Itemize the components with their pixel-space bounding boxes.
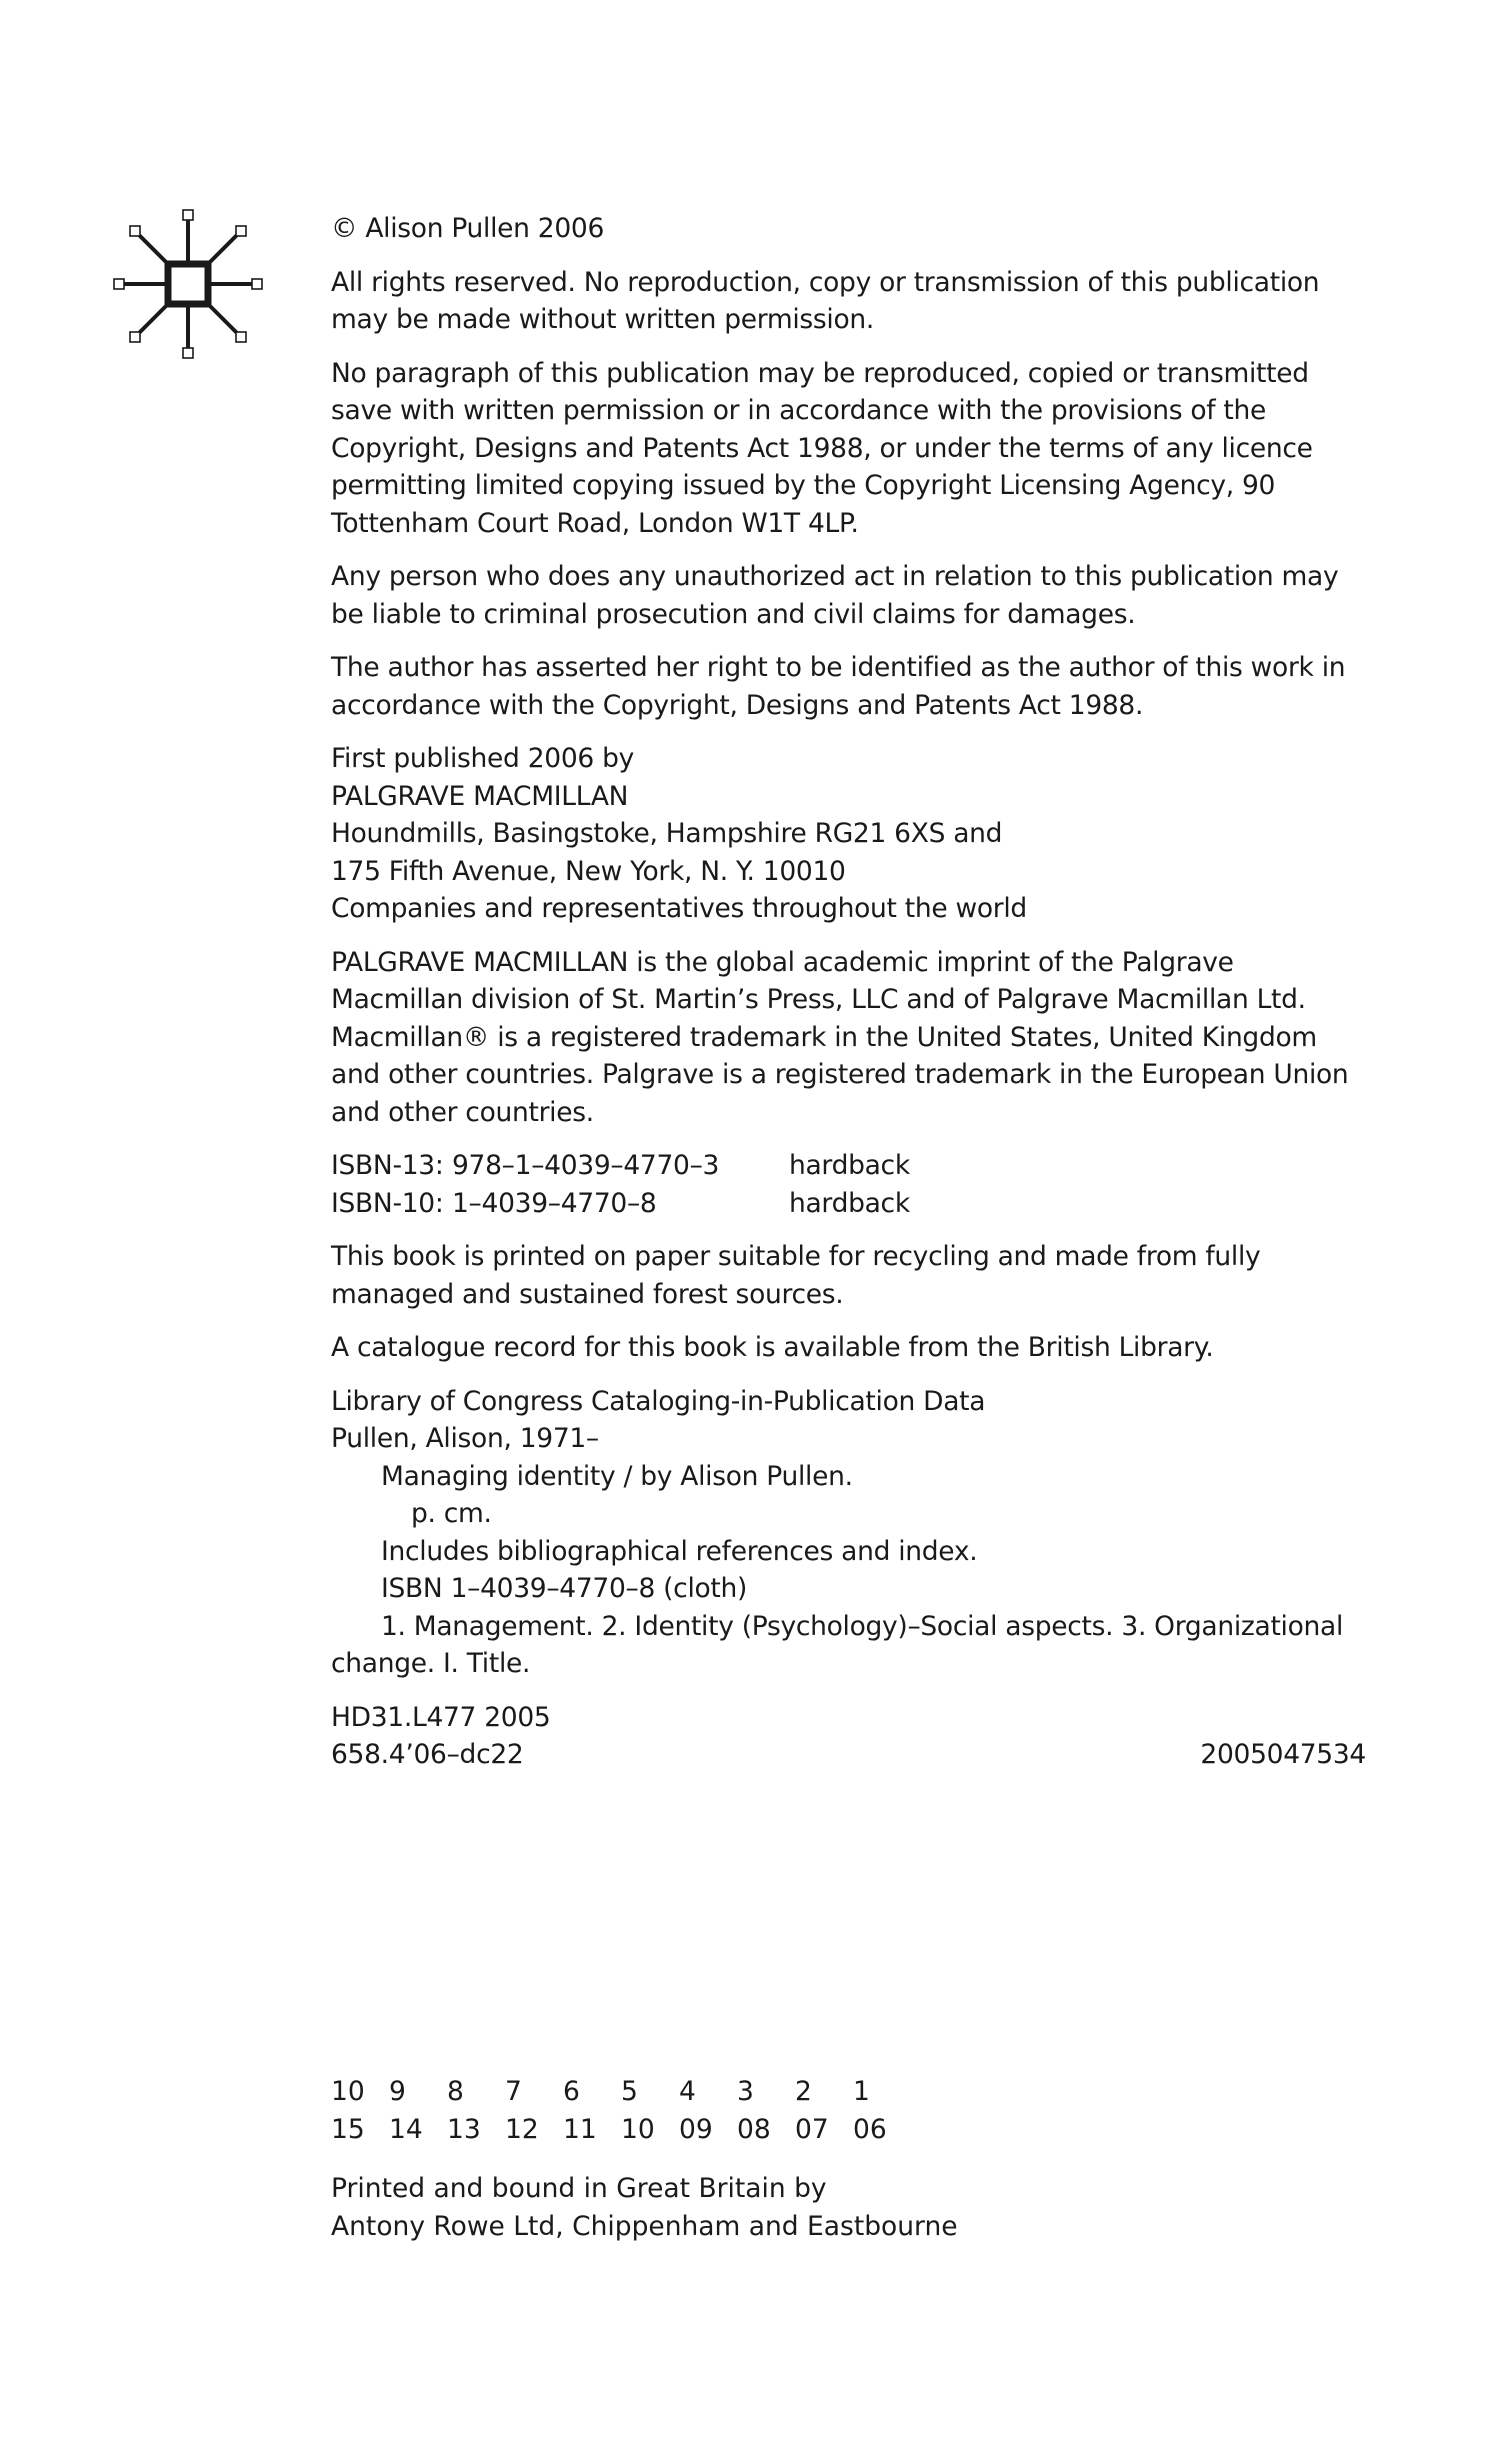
isbn-row bbox=[331, 1185, 1366, 1223]
year-number: 07 bbox=[795, 2113, 829, 2145]
impression-number: 4 bbox=[679, 2076, 696, 2107]
year-numbers bbox=[331, 2111, 911, 2149]
year-number: 12 bbox=[505, 2113, 539, 2145]
year-number: 11 bbox=[563, 2113, 597, 2145]
lccn: 2005047534 bbox=[1200, 1739, 1366, 1770]
impression-number: 9 bbox=[389, 2076, 406, 2107]
publisher-line: 175 Fifth Avenue, New York, N. Y. 10010 bbox=[331, 855, 846, 887]
liability-statement: Any person who does any unauthorized act in relation to this publication may be liable to criminal prosecution and civil claims for damages. bbox=[331, 561, 1339, 630]
reproduction-statement: No paragraph of this publication may be reproduced, copied or transmitted save with written permission or in accordance with the provisions of the Copyright, Designs and Patents Act 1988, or under the terms of any licence permitting limited copying issued by the Copyright Licensing Agency, 90 Tottenham Court Road, London W1T 4LP. bbox=[331, 357, 1313, 539]
year-number: 15 bbox=[331, 2113, 365, 2145]
catalogue-statement: A catalogue record for this book is available from the British Library. bbox=[331, 1332, 1214, 1363]
impression-number: 2 bbox=[795, 2076, 812, 2107]
publisher-line: PALGRAVE MACMILLAN bbox=[331, 780, 629, 812]
year-number: 14 bbox=[389, 2113, 423, 2145]
publisher-line: Companies and representatives throughout the world bbox=[331, 893, 1027, 924]
cip-author: Pullen, Alison, 1971– bbox=[331, 1423, 599, 1454]
isbn-format: hardback bbox=[789, 1187, 910, 1219]
cip-heading: Library of Congress Cataloging-in-Publication Data bbox=[331, 1385, 986, 1417]
year-number: 13 bbox=[447, 2113, 481, 2145]
cip-isbn: ISBN 1–4039–4770–8 (cloth) bbox=[381, 1573, 748, 1604]
printing-numbers bbox=[331, 2073, 911, 2148]
impression-number: 3 bbox=[737, 2076, 754, 2107]
classification-row bbox=[331, 1736, 1366, 1774]
printer-line: Antony Rowe Ltd, Chippenham and Eastbourne bbox=[331, 2210, 958, 2242]
dewey-classification: 658.4’06–dc22 bbox=[331, 1739, 524, 1770]
classification-block bbox=[331, 1699, 1366, 1774]
isbn-row bbox=[331, 1147, 1366, 1185]
cip-includes: Includes bibliographical references and index. bbox=[381, 1535, 978, 1567]
printer-block bbox=[331, 2170, 958, 2245]
isbn-label: ISBN-13: bbox=[331, 1150, 444, 1181]
cip-subjects-cont: change. I. Title. bbox=[331, 1648, 531, 1679]
impression-number: 8 bbox=[447, 2076, 464, 2107]
isbn-number: 978–1–4039–4770–3 bbox=[452, 1150, 720, 1181]
cip-block bbox=[331, 1383, 1366, 1683]
moral-right-statement: The author has asserted her right to be identified as the author of this work in accordance with the Copyright, Designs and Patents Act 1988. bbox=[331, 652, 1346, 721]
year-number: 09 bbox=[679, 2113, 713, 2145]
publisher-line: Houndmills, Basingstoke, Hampshire RG21 6XS and bbox=[331, 818, 1003, 849]
year-number: 10 bbox=[621, 2113, 655, 2145]
impression-number: 5 bbox=[621, 2076, 638, 2107]
isbn-label: ISBN-10: bbox=[331, 1187, 444, 1219]
palgrave-logo-icon bbox=[108, 204, 268, 364]
cip-title: Managing identity / by Alison Pullen. bbox=[381, 1460, 853, 1492]
lc-classification: HD31.L477 2005 bbox=[331, 1701, 551, 1733]
impression-number: 1 bbox=[853, 2076, 870, 2107]
imprint-statement: PALGRAVE MACMILLAN is the global academic imprint of the Palgrave Macmillan division of St. Martin’s Press, LLC and of Palgrave Macmillan Ltd. Macmillan® is a registered trademark in the United States, United Kingdom and other countries. Palgrave is a registered trademark in the European Union and other countries. bbox=[331, 946, 1349, 1128]
publisher-block bbox=[331, 740, 1366, 928]
isbn-block bbox=[331, 1147, 1366, 1222]
impression-number: 7 bbox=[505, 2076, 522, 2107]
printer-line: Printed and bound in Great Britain by bbox=[331, 2173, 827, 2204]
cip-subjects: 1. Management. 2. Identity (Psychology)–Social aspects. 3. Organizational bbox=[381, 1610, 1344, 1642]
copyright-page-text bbox=[331, 210, 1366, 1774]
impression-number: 6 bbox=[563, 2076, 580, 2107]
rights-statement: All rights reserved. No reproduction, copy or transmission of this publication may be made without written permission. bbox=[331, 266, 1320, 335]
year-number: 06 bbox=[853, 2113, 887, 2145]
impression-numbers bbox=[331, 2073, 911, 2111]
cip-pages: p. cm. bbox=[411, 1498, 492, 1529]
copyright-line: © Alison Pullen 2006 bbox=[331, 213, 605, 244]
publisher-line: First published 2006 by bbox=[331, 743, 634, 774]
year-number: 08 bbox=[737, 2113, 771, 2145]
isbn-format: hardback bbox=[789, 1150, 910, 1181]
impression-number: 10 bbox=[331, 2076, 365, 2107]
isbn-number: 1–4039–4770–8 bbox=[452, 1187, 657, 1219]
paper-statement: This book is printed on paper suitable for recycling and made from fully managed and sustained forest sources. bbox=[331, 1241, 1261, 1310]
